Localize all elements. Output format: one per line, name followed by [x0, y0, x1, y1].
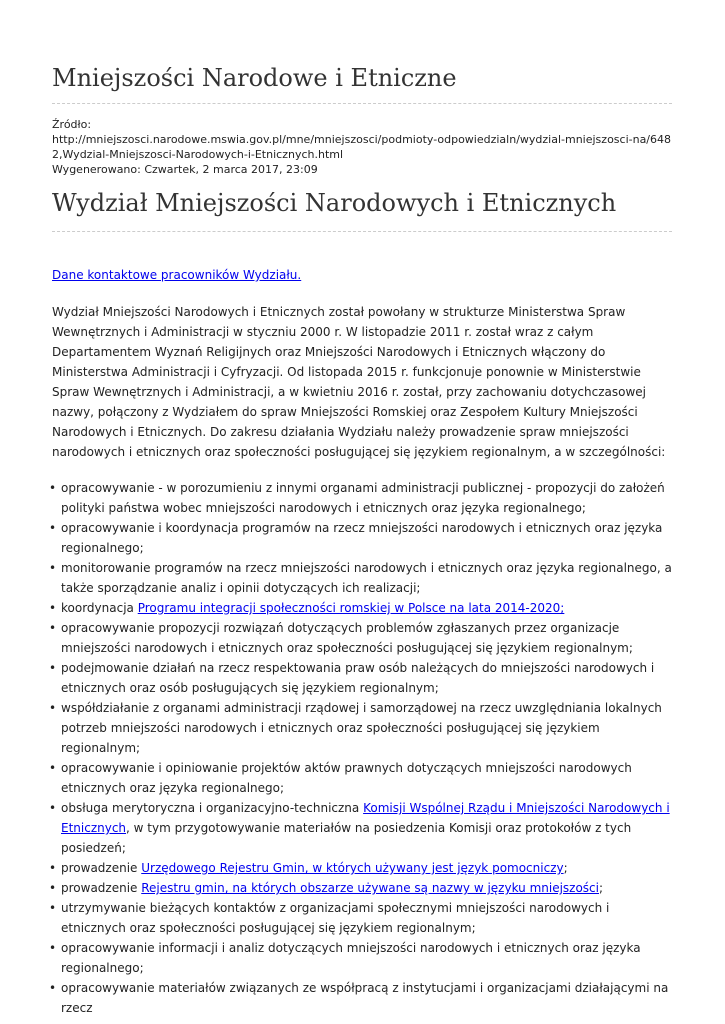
list-item-text: opracowywanie propozycji rozwiązań dotyczących problemów zgłaszanych przez organizacje mniejszości narodowych i etnicznych oraz społeczności posługującej się językiem regionalnym; — [61, 621, 633, 655]
bullet-icon: • — [49, 621, 57, 635]
list-item — [49, 938, 672, 978]
document-title: Wydział Mniejszości Narodowych i Etnicznych — [52, 189, 617, 217]
list-item — [49, 858, 672, 878]
list-item-text: koordynacja — [61, 601, 138, 615]
contacts-paragraph — [52, 265, 672, 285]
source-label: Źródło: — [52, 118, 92, 131]
list-item — [49, 898, 672, 938]
generated-timestamp: Wygenerowano: Czwartek, 2 marca 2017, 23:09 — [52, 163, 318, 176]
list-item-link[interactable]: Programu integracji społeczności romskiej w Polsce na lata 2014-2020; — [137, 601, 565, 615]
list-item — [49, 518, 672, 558]
title-divider — [52, 231, 672, 232]
list-item-link[interactable]: Urzędowego Rejestru Gmin, w których używany jest język pomocniczy — [141, 861, 564, 875]
source-meta — [52, 117, 672, 177]
bullet-icon: • — [49, 521, 57, 535]
list-item-text: prowadzenie — [61, 881, 142, 895]
source-url: http://mniejszosci.narodowe.mswia.gov.pl/mne/mniejszosci/podmioty-odpowiedzialn/wydzial-mniejszosci-na/6482,Wydzial-Mniejszosci-Narodowych-i-Etnicznych.html — [52, 133, 672, 161]
list-item-text: ; — [599, 881, 604, 895]
contacts-link[interactable]: Dane kontaktowe pracowników Wydziału. — [52, 268, 302, 282]
bullet-icon: • — [49, 601, 57, 615]
list-item-text: współdziałanie z organami administracji rządowej i samorządowej na rzecz uwzględniania lokalnych potrzeb mniejszości narodowych i etnicznych oraz społeczności posługującej się językiem regionalnym; — [61, 701, 662, 755]
list-item-text: opracowywanie informacji i analiz dotyczących mniejszości narodowych i etnicznych oraz języka regionalnego; — [61, 941, 641, 975]
list-item-text: opracowywanie i koordynacja programów na rzecz mniejszości narodowych i etnicznych oraz języka regionalnego; — [61, 521, 663, 555]
list-item — [49, 598, 672, 618]
list-item-text: obsługa merytoryczna i organizacyjno-techniczna — [61, 801, 364, 815]
duties-list — [49, 478, 672, 1018]
bullet-icon: • — [49, 941, 57, 955]
list-item — [49, 758, 672, 798]
list-item-link[interactable]: Rejestru gmin, na których obszarze używane są nazwy w języku mniejszości — [141, 881, 599, 895]
list-item — [49, 798, 672, 858]
bullet-icon: • — [49, 661, 57, 675]
list-item-link[interactable]: Komisji Wspólnej Rządu i Mniejszości Narodowych i Etnicznych — [61, 801, 670, 835]
list-item-text: prowadzenie — [61, 861, 142, 875]
bullet-icon: • — [49, 901, 57, 915]
bullet-icon: • — [49, 561, 57, 575]
bullet-icon: • — [49, 861, 57, 875]
list-item — [49, 878, 672, 898]
list-item — [49, 978, 672, 1018]
list-item-text: utrzymywanie bieżących kontaktów z organizacjami społecznymi mniejszości narodowych i etnicznych oraz społeczności posługującej się językiem regionalnym; — [61, 901, 610, 935]
list-item-text: podejmowanie działań na rzecz respektowania praw osób należących do mniejszości narodowych i etnicznych oraz osób posługujących się językiem regionalnym; — [61, 661, 655, 695]
header-divider — [52, 103, 672, 104]
list-item — [49, 698, 672, 758]
document-content — [49, 265, 672, 1018]
list-item — [49, 478, 672, 518]
bullet-icon: • — [49, 761, 57, 775]
list-item — [49, 558, 672, 598]
list-item-text: , w tym przygotowywanie materiałów na posiedzenia Komisji oraz protokołów z tych posiedzeń; — [61, 821, 632, 855]
bullet-icon: • — [49, 701, 57, 715]
bullet-icon: • — [49, 881, 57, 895]
list-item-text: opracowywanie materiałów związanych ze współpracą z instytucjami i organizacjami działającymi na rzecz — [61, 981, 669, 1015]
list-item-text: opracowywanie i opiniowanie projektów aktów prawnych dotyczących mniejszości narodowych etnicznych oraz języka regionalnego; — [61, 761, 632, 795]
list-item — [49, 658, 672, 698]
list-item-text: ; — [563, 861, 568, 875]
list-item-text: opracowywanie - w porozumieniu z innymi organami administracji publicznej - propozycji do założeń polityki państwa wobec mniejszości narodowych i etnicznych oraz języka regionalnego; — [61, 481, 665, 515]
list-item-text: monitorowanie programów na rzecz mniejszości narodowych i etnicznych oraz języka regionalnego, a także sporządzanie analiz i opinii dotyczących ich realizacji; — [61, 561, 672, 595]
site-title: Mniejszości Narodowe i Etniczne — [52, 64, 457, 92]
intro-paragraph: Wydział Mniejszości Narodowych i Etnicznych został powołany w strukturze Ministerstwa Spraw Wewnętrznych i Administracji w styczniu 2000 r. W listopadzie 2011 r. został wraz z całym Departamentem Wyznań Religijnych oraz Mniejszości Narodowych i Etnicznych włączony do Ministerstwa Administracji i Cyfryzacji. Od listopada 2015 r. funkcjonuje ponownie w Ministerstwie Spraw Wewnętrznych i Administracji, a w kwietniu 2016 r. został, przy zachowaniu dotychczasowej nazwy, połączony z Wydziałem do spraw Mniejszości Romskiej oraz Zespołem Kultury Mniejszości Narodowych i Etnicznych. Do zakresu działania Wydziału należy prowadzenie spraw mniejszości narodowych i etnicznych oraz społeczności posługującej się językiem regionalnym, a w szczególności: — [52, 305, 666, 459]
list-item — [49, 618, 672, 658]
bullet-icon: • — [49, 481, 57, 495]
bullet-icon: • — [49, 981, 57, 995]
bullet-icon: • — [49, 801, 57, 815]
